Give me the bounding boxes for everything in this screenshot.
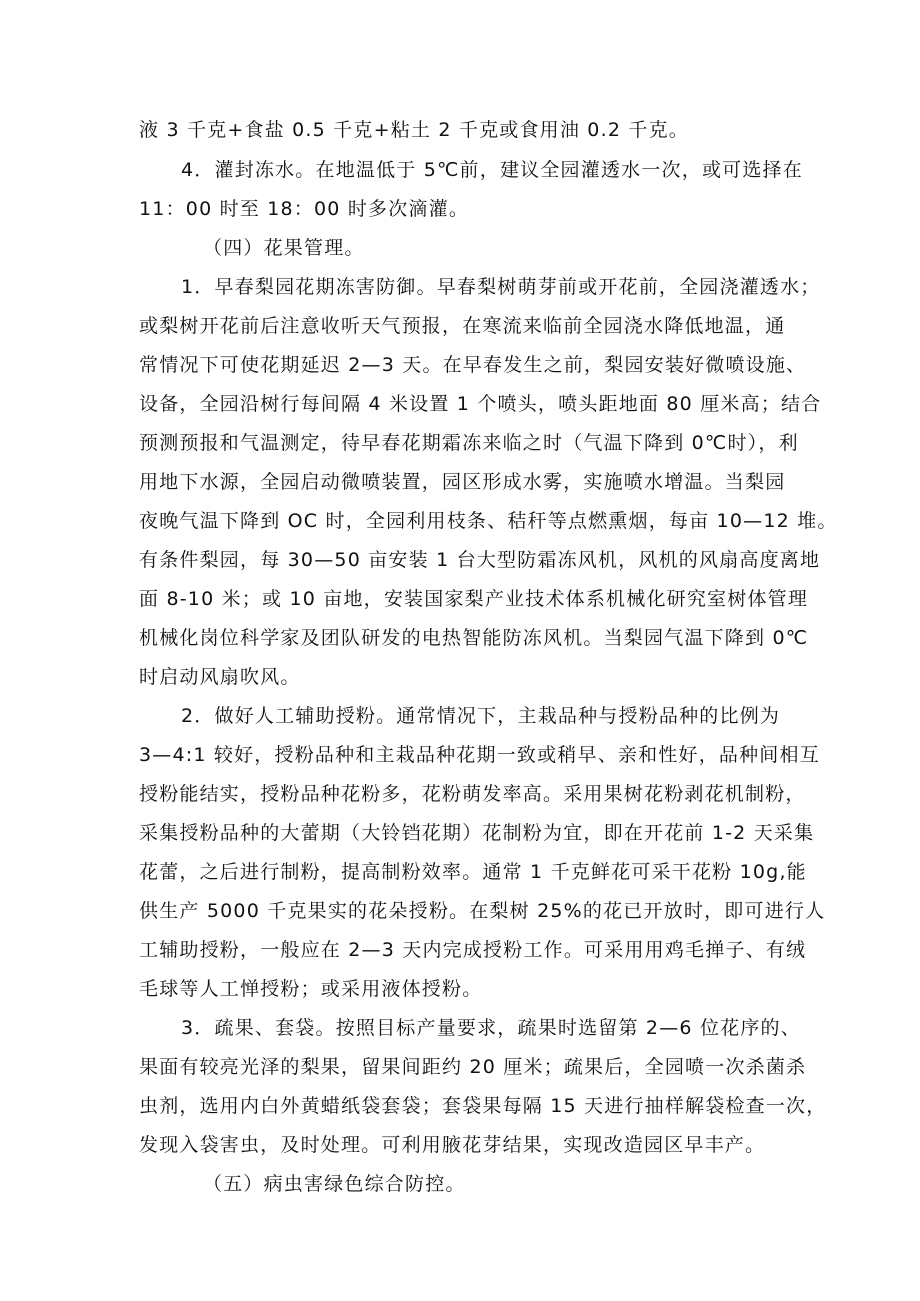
text-line: 供生产 5000 千克果实的花朵授粉。在梨树 25%的花已开放时，即可进行人 (139, 900, 826, 922)
text-line: 3．疏果、套袋。按照目标产量要求，疏果时选留第 2—6 位花序的、 (181, 1017, 801, 1039)
section-heading: （五）病虫害绿色综合防控。 (203, 1173, 466, 1195)
text-line: 或梨树开花前后注意收听天气预报，在寒流来临前全园浇水降低地温，通 (139, 315, 786, 337)
section-heading: （四）花果管理。 (203, 237, 365, 259)
text-line: 3—4:1 较好，授粉品种和主栽品种花期一致或稍早、亲和性好，品种间相互 (139, 744, 820, 766)
text-line: 发现入袋害虫，及时处理。可利用腋花芽结果，实现改造园区早丰产。 (139, 1134, 766, 1156)
text-line: 毛球等人工惮授粉；或采用液体授粉。 (139, 978, 483, 1000)
text-line: 授粉能结实，授粉品种花粉多，花粉萌发率高。采用果树花粉剥花机制粉， (139, 783, 806, 805)
text-line: 预测预报和气温测定，待早春花期霜冻来临之时（气温下降到 0℃时），利 (139, 432, 799, 454)
text-line: 11：00 时至 18：00 时多次滴灌。 (139, 198, 470, 220)
text-line: 1．早春梨园花期冻害防御。早春梨树萌芽前或开花前，全园浇灌透水； (181, 276, 821, 298)
text-line: 时启动风扇吹风。 (139, 666, 301, 688)
text-line: 有条件梨园，每 30—50 亩安装 1 台大型防霜冻风机，风机的风扇高度离地 (139, 549, 821, 571)
text-line: 设备，全园沿树行每间隔 4 米设置 1 个喷头，喷头距地面 80 厘米高；结合 (139, 393, 822, 415)
text-line: 液 3 千克+食盐 0.5 千克+粘土 2 千克或食用油 0.2 千克。 (139, 119, 689, 141)
text-line: 常情况下可使花期延迟 2—3 天。在早春发生之前，梨园安装好微喷设施、 (139, 354, 807, 376)
text-line: 夜晚气温下降到 OC 时，全园利用枝条、秸秆等点燃熏烟，每亩 10—12 堆。 (139, 510, 838, 532)
text-line: 工辅助授粉，一般应在 2—3 天内完成授粉工作。可采用用鸡毛掸子、有绒 (139, 939, 807, 961)
text-line: 2．做好人工辅助授粉。通常情况下，主栽品种与授粉品种的比例为 (181, 705, 781, 727)
text-line: 虫剂，选用内白外黄蜡纸袋套袋；套袋果每隔 15 天进行抽样解袋检查一次， (139, 1095, 827, 1117)
text-line: 4．灌封冻水。在地温低于 5℃前，建议全园灌透水一次，或可选择在 (181, 159, 803, 181)
text-line: 花蕾，之后进行制粉，提高制粉效率。通常 1 千克鲜花可采干花粉 10g,能 (139, 861, 807, 883)
text-line: 采集授粉品种的大蕾期（大铃铛花期）花制粉为宜，即在开花前 1-2 天采集 (139, 822, 815, 844)
text-line: 用地下水源，全园启动微喷装置，园区形成水雾，实施喷水增温。当梨园 (139, 471, 786, 493)
text-line: 果面有较亮光泽的梨果，留果间距约 20 厘米；疏果后，全园喷一次杀菌杀 (139, 1056, 807, 1078)
text-line: 面 8-10 米；或 10 亩地，安装国家梨产业技术体系机械化研究室树体管理 (139, 588, 809, 610)
text-line: 机械化岗位科学家及团队研发的电热智能防冻风机。当梨园气温下降到 0℃ (139, 627, 809, 649)
